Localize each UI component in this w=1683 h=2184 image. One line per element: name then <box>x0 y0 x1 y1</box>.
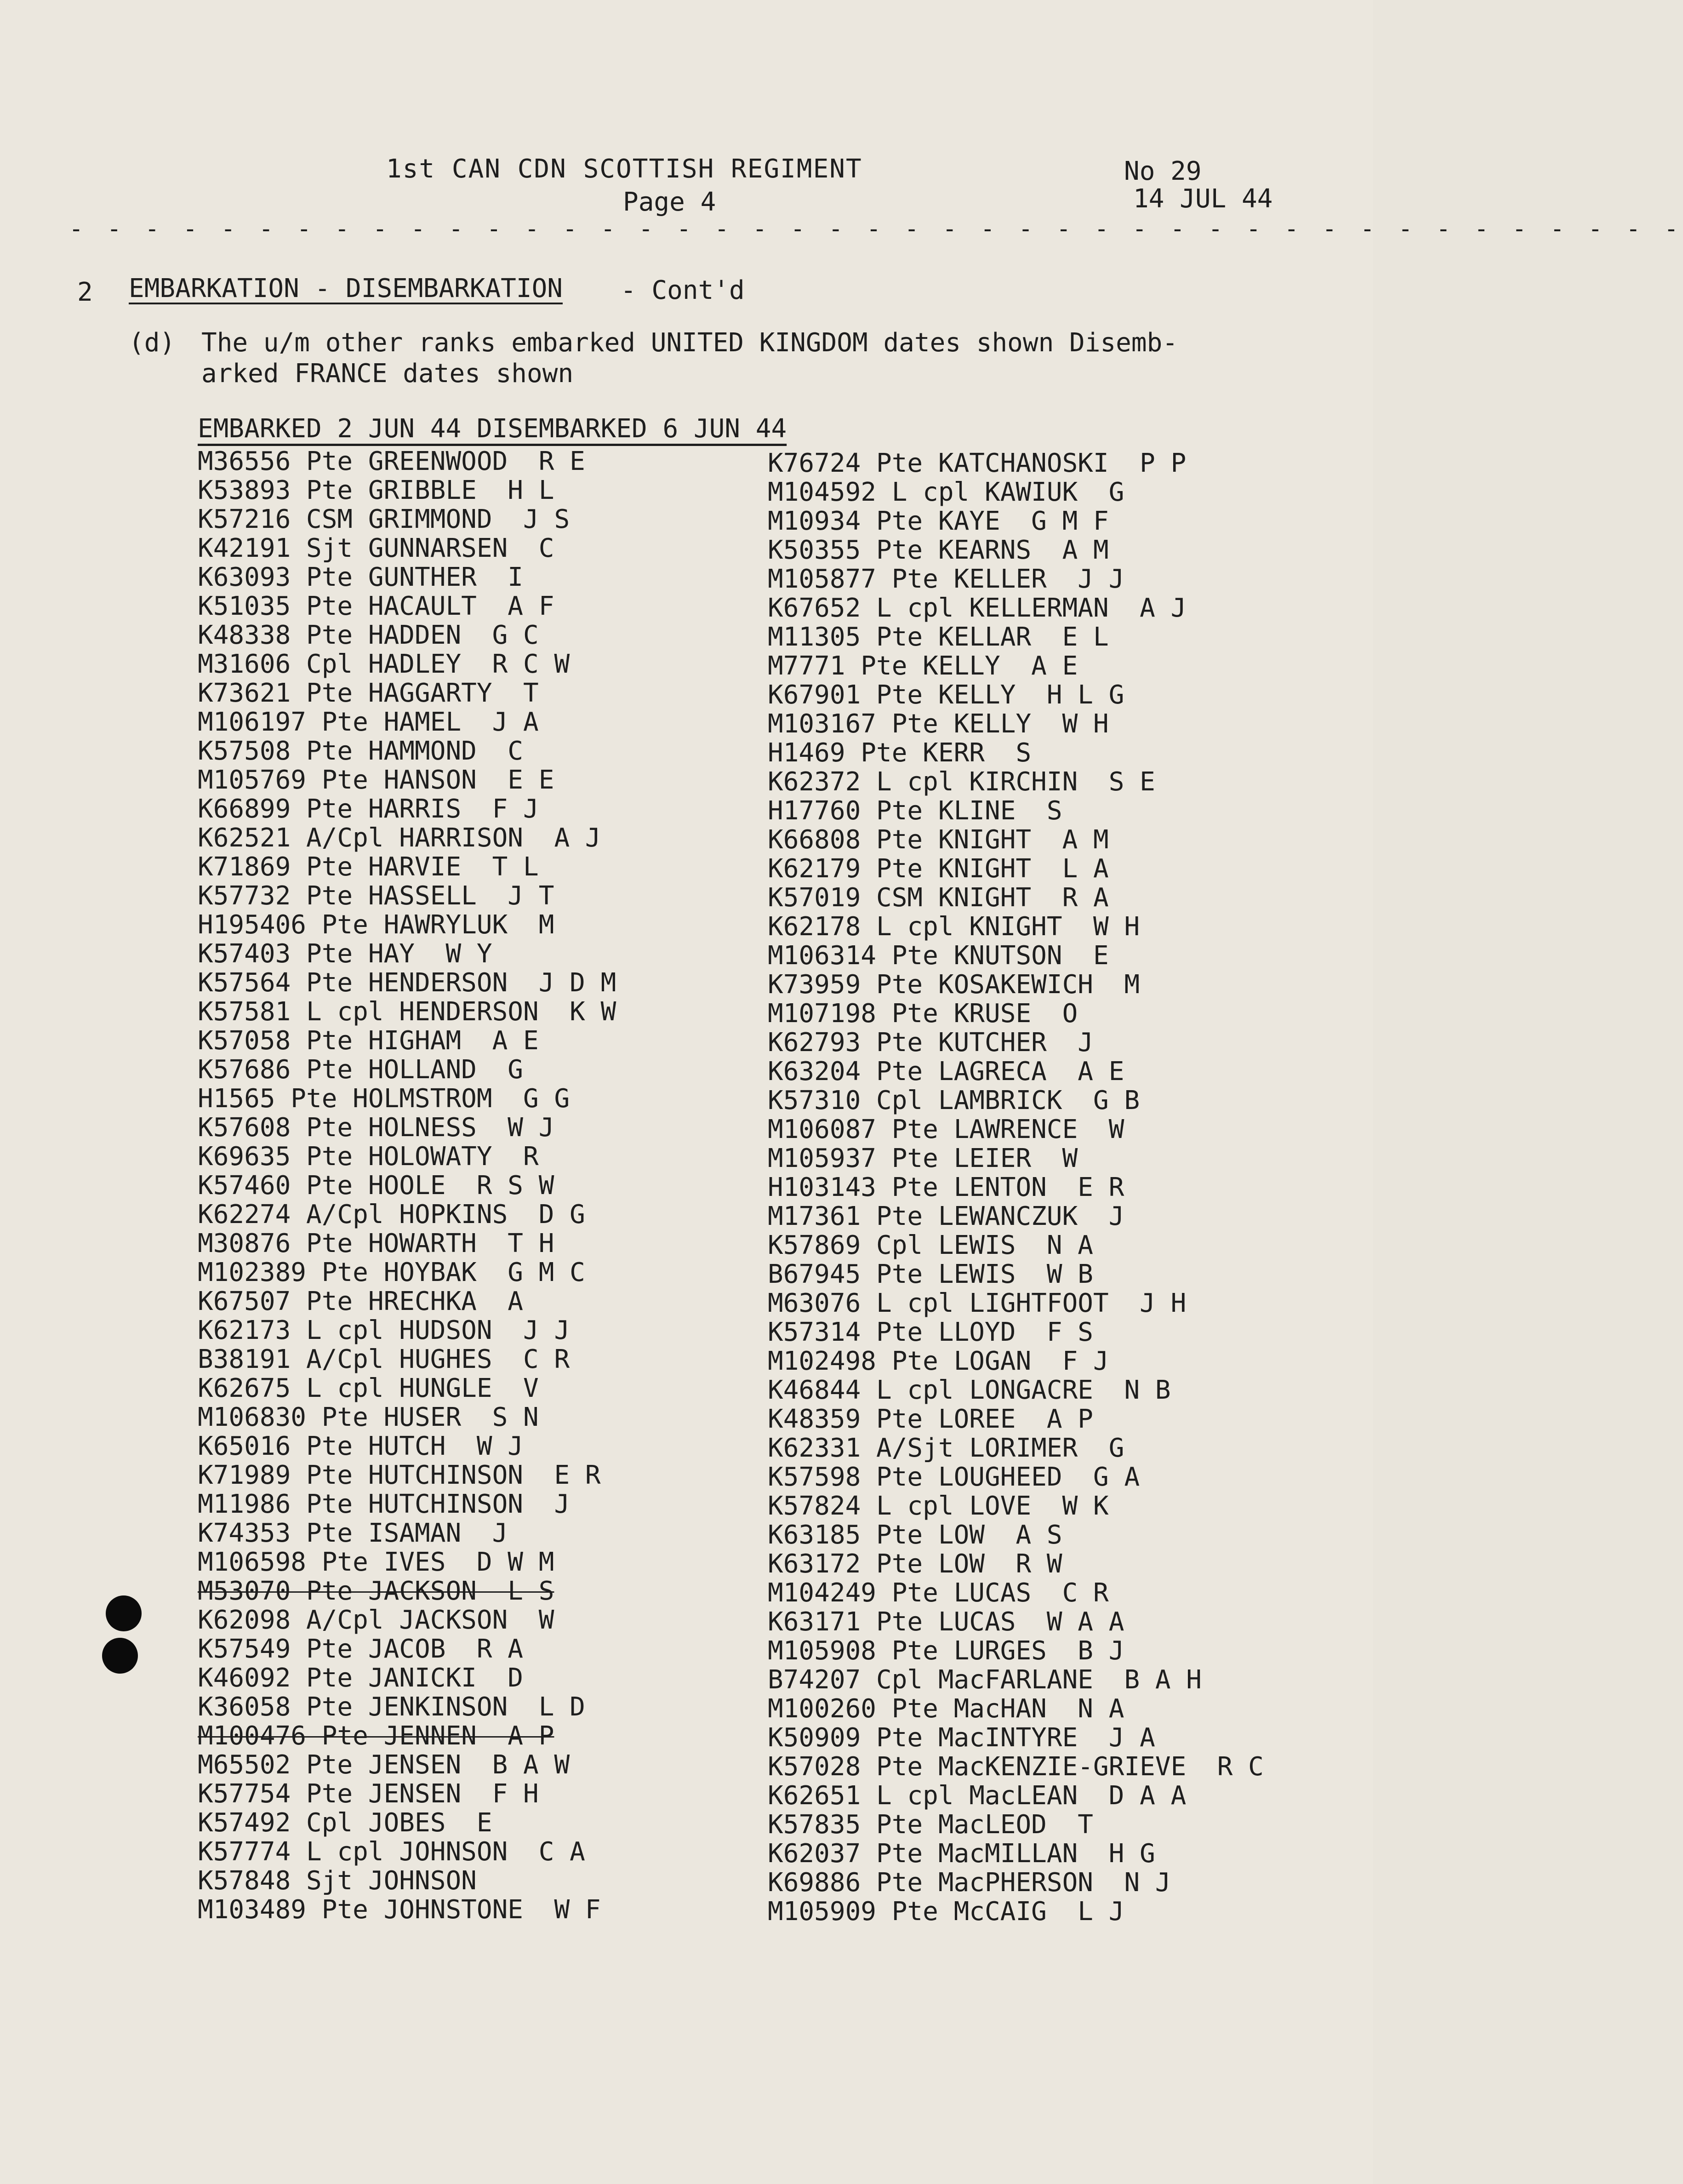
roster-entry: H1469 Pte KERR S <box>768 738 1032 768</box>
roster-entry: K62178 L cpl KNIGHT W H <box>768 912 1140 942</box>
roster-entry: K65016 Pte HUTCH W J <box>198 1431 524 1461</box>
roster-entry: K71989 Pte HUTCHINSON E R <box>198 1460 601 1490</box>
roster-entry: K57019 CSM KNIGHT R A <box>768 883 1109 913</box>
roster-entry: K57598 Pte LOUGHEED G A <box>768 1462 1140 1492</box>
roster-entry: K57314 Pte LLOYD F S <box>768 1317 1094 1347</box>
roster-entry: K76724 Pte KATCHANOSKI P P <box>768 448 1187 478</box>
roster-entry: K46844 L cpl LONGACRE N B <box>768 1375 1171 1405</box>
roster-entry: K48338 Pte HADDEN G C <box>198 620 539 650</box>
roster-entry: K74353 Pte ISAMAN J <box>198 1518 508 1548</box>
paragraph-line-2: arked FRANCE dates shown <box>201 359 574 389</box>
page-number: Page 4 <box>623 187 716 217</box>
roster-entry: K42191 Sjt GUNNARSEN C <box>198 533 554 563</box>
roster-entry: K57028 Pte MacKENZIE-GRIEVE R C <box>768 1752 1264 1782</box>
roster-entry: K62098 A/Cpl JACKSON W <box>198 1605 554 1635</box>
roster-entry: K66899 Pte HARRIS F J <box>198 794 539 824</box>
left-roster-list <box>198 447 616 1924</box>
roster-entry: K57564 Pte HENDERSON J D M <box>198 968 616 998</box>
roster-entry: K62651 L cpl MacLEAN D A A <box>768 1781 1187 1811</box>
roster-entry: H1565 Pte HOLMSTROM G G <box>198 1084 570 1114</box>
roster-entry: M100476 Pte JENNEN A P <box>198 1721 554 1751</box>
roster-entry: K63204 Pte LAGRECA A E <box>768 1057 1124 1086</box>
roster-entry: B74207 Cpl MacFARLANE B A H <box>768 1665 1202 1695</box>
roster-entry: K62179 Pte KNIGHT L A <box>768 854 1109 884</box>
roster-entry: K63093 Pte GUNTHER I <box>198 562 524 592</box>
roster-entry: H17760 Pte KLINE S <box>768 796 1062 826</box>
roster-entry: M104249 Pte LUCAS C R <box>768 1578 1109 1608</box>
roster-entry: M103489 Pte JOHNSTONE W F <box>198 1895 601 1925</box>
section-title: EMBARKATION - DISEMBARKATION <box>129 274 563 303</box>
roster-entry: K53893 Pte GRIBBLE H L <box>198 475 554 505</box>
roster-entry: M65502 Pte JENSEN B A W <box>198 1750 570 1780</box>
roster-entry: K62521 A/Cpl HARRISON A J <box>198 823 601 853</box>
embarkation-heading: EMBARKED 2 JUN 44 DISEMBARKED 6 JUN 44 <box>198 414 787 444</box>
roster-entry: K51035 Pte HACAULT A F <box>198 591 554 621</box>
roster-entry: K62274 A/Cpl HOPKINS D G <box>198 1200 585 1229</box>
roster-entry: M106314 Pte KNUTSON E <box>768 941 1109 971</box>
paragraph-label: (d) <box>129 328 176 358</box>
order-number: No 29 <box>1124 156 1202 186</box>
roster-entry: M105877 Pte KELLER J J <box>768 564 1124 594</box>
roster-entry: M53070 Pte JACKSON L S <box>198 1576 554 1606</box>
roster-entry: M100260 Pte MacHAN N A <box>768 1694 1124 1724</box>
roster-entry: K57460 Pte HOOLE R S W <box>198 1171 554 1201</box>
roster-entry: K57774 L cpl JOHNSON C A <box>198 1837 585 1867</box>
roster-entry: K57732 Pte HASSELL J T <box>198 881 554 911</box>
roster-entry: M17361 Pte LEWANCZUK J <box>768 1201 1124 1231</box>
roster-entry: M105769 Pte HANSON E E <box>198 765 554 795</box>
roster-entry: M105909 Pte McCAIG L J <box>768 1897 1124 1927</box>
roster-entry: K62793 Pte KUTCHER J <box>768 1028 1094 1058</box>
roster-entry: K57686 Pte HOLLAND G <box>198 1055 524 1085</box>
roster-entry: K73959 Pte KOSAKEWICH M <box>768 970 1140 1000</box>
roster-entry: K73621 Pte HAGGARTY T <box>198 678 539 708</box>
roster-entry: K63185 Pte LOW A S <box>768 1520 1062 1550</box>
paragraph-line-1: The u/m other ranks embarked UNITED KINGDOM dates shown Disemb- <box>201 328 1178 358</box>
roster-entry: K57310 Cpl LAMBRICK G B <box>768 1086 1140 1115</box>
roster-entry: M102498 Pte LOGAN F J <box>768 1346 1109 1376</box>
roster-entry: H195406 Pte HAWRYLUK M <box>198 910 554 940</box>
roster-entry: M105908 Pte LURGES B J <box>768 1636 1124 1666</box>
roster-entry: K57581 L cpl HENDERSON K W <box>198 997 616 1027</box>
unit-title: 1st CAN CDN SCOTTISH REGIMENT <box>386 154 862 184</box>
roster-entry: K50355 Pte KEARNS A M <box>768 535 1109 565</box>
right-roster-list <box>768 449 1264 1926</box>
roster-entry: M106598 Pte IVES D W M <box>198 1547 554 1577</box>
roster-entry: K50909 Pte MacINTYRE J A <box>768 1723 1155 1753</box>
roster-entry: K62173 L cpl HUDSON J J <box>198 1315 570 1345</box>
punch-hole <box>102 1638 138 1674</box>
roster-entry: K67901 Pte KELLY H L G <box>768 680 1124 710</box>
roster-entry: M104592 L cpl KAWIUK G <box>768 477 1124 507</box>
roster-entry: M10934 Pte KAYE G M F <box>768 506 1109 536</box>
roster-entry: K57403 Pte HAY W Y <box>198 939 492 969</box>
roster-entry: K48359 Pte LOREE A P <box>768 1404 1094 1434</box>
punch-hole <box>106 1595 142 1631</box>
roster-entry: M30876 Pte HOWARTH T H <box>198 1229 554 1258</box>
roster-entry: K36058 Pte JENKINSON L D <box>198 1692 585 1722</box>
roster-entry: M11986 Pte HUTCHINSON J <box>198 1489 570 1519</box>
roster-entry: B38191 A/Cpl HUGHES C R <box>198 1344 570 1374</box>
roster-entry: B67945 Pte LEWIS W B <box>768 1259 1094 1289</box>
roster-entry: K46092 Pte JANICKI D <box>198 1663 524 1693</box>
roster-entry: K57492 Cpl JOBES E <box>198 1808 492 1838</box>
roster-entry: M31606 Cpl HADLEY R C W <box>198 649 570 679</box>
roster-entry: K67652 L cpl KELLERMAN A J <box>768 593 1187 623</box>
roster-entry: K57869 Cpl LEWIS N A <box>768 1230 1094 1260</box>
roster-entry: K57608 Pte HOLNESS W J <box>198 1113 554 1143</box>
roster-entry: K62372 L cpl KIRCHIN S E <box>768 767 1155 797</box>
roster-entry: K67507 Pte HRECHKA A <box>198 1286 524 1316</box>
roster-entry: K62675 L cpl HUNGLE V <box>198 1373 539 1403</box>
roster-entry: K57216 CSM GRIMMOND J S <box>198 504 570 534</box>
roster-entry: M11305 Pte KELLAR E L <box>768 622 1109 652</box>
roster-entry: K57508 Pte HAMMOND C <box>198 736 524 766</box>
section-number: 2 <box>77 277 93 307</box>
section-continued: - Cont'd <box>621 275 745 305</box>
roster-entry: K57835 Pte MacLEOD T <box>768 1810 1094 1840</box>
roster-entry: K62331 A/Sjt LORIMER G <box>768 1433 1124 1463</box>
roster-entry: K57058 Pte HIGHAM A E <box>198 1026 539 1056</box>
roster-entry: K69886 Pte MacPHERSON N J <box>768 1868 1171 1898</box>
roster-entry: M102389 Pte HOYBAK G M C <box>198 1258 585 1287</box>
roster-entry: M105937 Pte LEIER W <box>768 1143 1078 1173</box>
roster-entry: K66808 Pte KNIGHT A M <box>768 825 1109 855</box>
roster-entry: K57848 Sjt JOHNSON <box>198 1866 477 1896</box>
roster-entry: M106197 Pte HAMEL J A <box>198 707 539 737</box>
roster-entry: M63076 L cpl LIGHTFOOT J H <box>768 1288 1187 1318</box>
roster-entry: M103167 Pte KELLY W H <box>768 709 1109 739</box>
roster-entry: M106830 Pte HUSER S N <box>198 1402 539 1432</box>
roster-entry: H103143 Pte LENTON E R <box>768 1172 1124 1202</box>
roster-entry: K69635 Pte HOLOWATY R <box>198 1142 539 1172</box>
roster-entry: M36556 Pte GREENWOOD R E <box>198 446 585 476</box>
header-divider: - - - - - - - - - - - - - - - - - - - - - - - - - - - - - - - - - - - - - - - - - - - <box>69 215 1683 243</box>
document-date: 14 JUL 44 <box>1133 184 1273 214</box>
roster-entry: K62037 Pte MacMILLAN H G <box>768 1839 1155 1869</box>
roster-entry: M106087 Pte LAWRENCE W <box>768 1115 1124 1144</box>
roster-entry: K71869 Pte HARVIE T L <box>198 852 539 882</box>
roster-entry: M107198 Pte KRUSE O <box>768 999 1078 1029</box>
roster-entry: K63171 Pte LUCAS W A A <box>768 1607 1124 1637</box>
roster-entry: K63172 Pte LOW R W <box>768 1549 1062 1579</box>
roster-entry: M7771 Pte KELLY A E <box>768 651 1078 681</box>
roster-entry: K57549 Pte JACOB R A <box>198 1634 524 1664</box>
roster-entry: K57754 Pte JENSEN F H <box>198 1779 539 1809</box>
roster-entry: K57824 L cpl LOVE W K <box>768 1491 1109 1521</box>
